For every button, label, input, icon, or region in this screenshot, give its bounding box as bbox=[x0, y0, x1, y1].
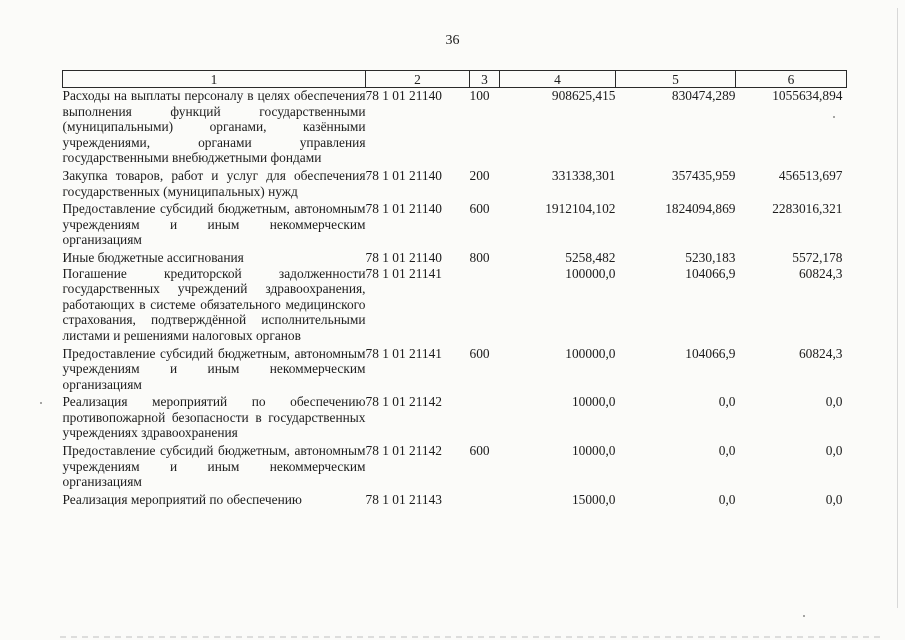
column-header-6: 6 bbox=[736, 71, 847, 88]
row-kind: 800 bbox=[469, 249, 490, 265]
row-value-col4: 15000,0 bbox=[571, 491, 616, 507]
row-name: Погашение кредиторской задолженности государственных учреждений здравоохранения, работающих в системе обязательного медицинского страхования, подтверждённой исполнительными листами и решениями налоговых органов bbox=[62, 265, 366, 343]
scan-speck bbox=[833, 116, 835, 118]
row-code: 78 1 01 21140 bbox=[365, 249, 442, 265]
row-value-col5: 0,0 bbox=[718, 491, 736, 507]
row-name: Закупка товаров, работ и услуг для обеспечения государственных (муниципальных) нужд bbox=[62, 167, 366, 199]
row-code: 78 1 01 21141 bbox=[365, 265, 442, 281]
row-kind: 600 bbox=[469, 443, 490, 459]
row-value-col4: 100000,0 bbox=[565, 265, 616, 281]
row-value-col5: 0,0 bbox=[718, 394, 736, 410]
column-header-row bbox=[63, 71, 847, 88]
table-row bbox=[63, 394, 847, 443]
row-value-col5: 104066,9 bbox=[685, 345, 736, 361]
row-value-col6: 60824,3 bbox=[798, 265, 843, 281]
table-row bbox=[63, 346, 847, 395]
row-name: Расходы на выплаты персоналу в целях обеспечения выполнения функций государственными (муниципальными) органами, казёнными учреждениями, органами управления государственными внебюджетными фондами bbox=[62, 88, 366, 166]
table-row bbox=[63, 443, 847, 492]
row-code: 78 1 01 21140 bbox=[365, 201, 442, 217]
row-kind bbox=[470, 266, 500, 346]
row-value-col6: 5572,178 bbox=[792, 249, 843, 265]
table-row bbox=[63, 492, 847, 508]
scan-bottom-noise bbox=[60, 636, 885, 638]
row-code: 78 1 01 21141 bbox=[365, 345, 442, 361]
row-code: 78 1 01 21140 bbox=[365, 167, 442, 183]
table-row bbox=[63, 266, 847, 346]
row-name: Предоставление субсидий бюджетным, автономным учреждениям и иным некоммерческим организациям bbox=[62, 443, 366, 490]
row-value-col5: 104066,9 bbox=[685, 265, 736, 281]
row-kind bbox=[470, 492, 500, 508]
row-value-col6: 0,0 bbox=[825, 491, 843, 507]
row-value-col6: 456513,697 bbox=[778, 167, 843, 183]
table-row bbox=[63, 168, 847, 201]
row-code: 78 1 01 21140 bbox=[365, 88, 442, 103]
table-row bbox=[63, 250, 847, 266]
column-header-4: 4 bbox=[500, 71, 616, 88]
row-value-col5: 357435,959 bbox=[671, 167, 736, 183]
row-name: Реализация мероприятий по обеспечению противопожарной безопасности в государственных учреждениях здравоохранения bbox=[62, 394, 366, 441]
row-value-col4: 331338,301 bbox=[551, 167, 616, 183]
row-name: Реализация мероприятий по обеспечению bbox=[62, 491, 302, 507]
scan-speck bbox=[803, 615, 805, 617]
row-value-col4: 908625,415 bbox=[551, 88, 616, 103]
row-value-col5: 5230,183 bbox=[685, 249, 736, 265]
row-kind: 600 bbox=[469, 345, 490, 361]
budget-table bbox=[62, 70, 847, 507]
row-value-col4: 100000,0 bbox=[565, 345, 616, 361]
table-row bbox=[63, 88, 847, 168]
row-kind: 100 bbox=[469, 88, 490, 103]
row-value-col6: 1055634,894 bbox=[772, 88, 843, 103]
row-name: Предоставление субсидий бюджетным, автономным учреждениям и иным некоммерческим организациям bbox=[62, 345, 366, 392]
page-number: 36 bbox=[445, 33, 460, 48]
row-value-col4: 5258,482 bbox=[565, 249, 616, 265]
row-value-col5: 1824094,869 bbox=[665, 201, 736, 217]
row-value-col6: 60824,3 bbox=[798, 345, 843, 361]
table-row bbox=[63, 201, 847, 250]
row-value-col6: 2283016,321 bbox=[772, 201, 843, 217]
row-value-col4: 1912104,102 bbox=[545, 201, 616, 217]
scan-speck bbox=[40, 402, 42, 404]
row-value-col6: 0,0 bbox=[825, 443, 843, 459]
column-header-1: 1 bbox=[63, 71, 366, 88]
column-header-5: 5 bbox=[616, 71, 736, 88]
row-code: 78 1 01 21143 bbox=[365, 491, 442, 507]
row-kind: 600 bbox=[469, 201, 490, 217]
column-header-3: 3 bbox=[470, 71, 500, 88]
row-value-col5: 0,0 bbox=[718, 443, 736, 459]
row-kind: 200 bbox=[469, 167, 490, 183]
column-header-2: 2 bbox=[366, 71, 470, 88]
row-value-col4: 10000,0 bbox=[571, 394, 616, 410]
row-name: Предоставление субсидий бюджетным, автономным учреждениям и иным некоммерческим организациям bbox=[62, 201, 366, 248]
scan-edge-line bbox=[897, 8, 898, 608]
row-value-col4: 10000,0 bbox=[571, 443, 616, 459]
row-name: Иные бюджетные ассигнования bbox=[62, 249, 244, 265]
row-value-col6: 0,0 bbox=[825, 394, 843, 410]
row-code: 78 1 01 21142 bbox=[365, 394, 442, 410]
row-kind bbox=[470, 394, 500, 443]
row-code: 78 1 01 21142 bbox=[365, 443, 442, 459]
row-value-col5: 830474,289 bbox=[671, 88, 736, 103]
